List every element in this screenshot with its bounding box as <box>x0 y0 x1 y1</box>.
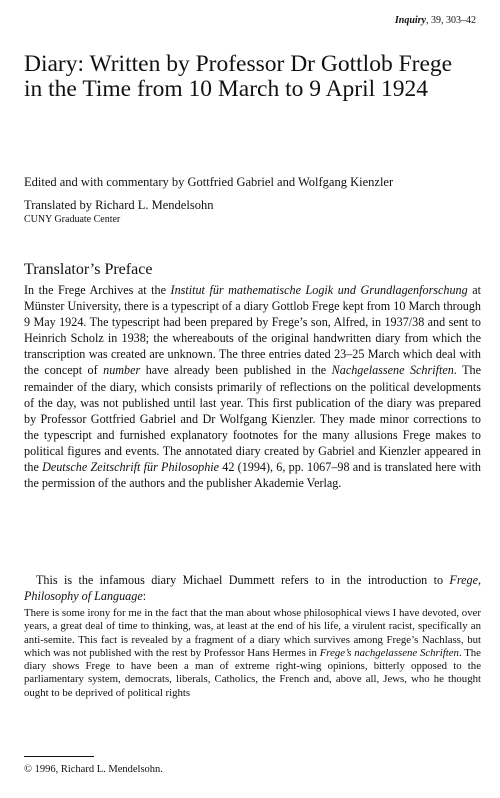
text-run: In the Frege Archives at the <box>24 283 171 297</box>
journal-citation <box>395 15 476 26</box>
journal-name: Inquiry <box>394 15 426 26</box>
copyright-notice: © 1996, Richard L. Mendelsohn. <box>24 764 163 775</box>
text-run: There is some irony for me in the fact that the man about whose philosophical views I have devoted, over years, a great deal of time to thinking, was, at least at the end of his life, a virulent racist, specifically an anti-semite. This fact is revealed by a fragment of a diary which survives among Frege’s Nachlass, but which was not published with the rest by Professor Hans Hermes in <box>24 607 481 659</box>
italic-run: Frege, Philosophy of Language <box>24 573 481 604</box>
text-run: : <box>142 589 147 604</box>
journal-volume-pages: , 39, 303–42 <box>426 15 476 26</box>
preface-paragraph-1 <box>24 282 481 491</box>
italic-run: Institut für mathematische Logik und Grundlagenforschung <box>170 283 468 297</box>
italic-run: Deutsche Zeitschrift für Philosophie <box>42 460 220 475</box>
section-heading: Translator’s Preface <box>24 261 153 278</box>
text-run: . The diary shows Frege to have been a man of extreme right-wing opinions, bitterly opposed to the parliamentary system, democrats, liberals, Catholics, the French and, above all, Jews, who he thought ought to be deprived of political rights <box>24 646 481 699</box>
translator-affiliation: CUNY Graduate Center <box>24 214 121 225</box>
translator-line: Translated by Richard L. Mendelsohn <box>24 198 214 212</box>
italic-run: Frege’s nachgelassene Schriften <box>319 646 459 659</box>
text-run: . The remainder of the diary, which consists primarily of reflections on the political developments of the day, was not published until last year. This first publication of the diary was prepared by Professor Gottfried Gabriel and Dr Wolfgang Kienzler. They made minor corrections to the typescript and furnished explanatory footnotes for the many allusions Frege makes to political figures and events. The annotated diary created by Gabriel and Kienzler appeared in the <box>24 363 481 475</box>
text-run: have already been published in the <box>140 363 332 378</box>
footnote-divider <box>24 756 94 757</box>
italic-run: Nachgelassene Schriften <box>331 363 454 378</box>
text-run: 42 (1994), 6, pp. 1067–98 and is translated here with the permission of the authors and the publisher Akademie Verlag. <box>24 460 482 491</box>
preface-paragraph-2 <box>24 572 481 604</box>
italic-run: number <box>103 363 141 378</box>
text-run: This is the infamous diary Michael Dummett refers to in the introduction to <box>36 573 450 587</box>
editors-line: Edited and with commentary by Gottfried Gabriel and Wolfgang Kienzler <box>24 175 394 189</box>
text-run: at Münster University, there is a typescript of a diary Gottlob Frege kept from 10 March through 9 May 1924. The typescript had been prepared by Frege’s son, Alfred, in 1937/38 and sent to Heinrich Scholz in 1938; the whereabouts of the original handwritten diary from which the transcription was created are unknown. The three entries dated 23–25 March which deal with the concept of <box>24 283 481 378</box>
article-title: Diary: Written by Professor Dr Gottlob Frege in the Time from 10 March to 9 April 1924 <box>24 51 453 102</box>
block-quote <box>24 607 481 700</box>
